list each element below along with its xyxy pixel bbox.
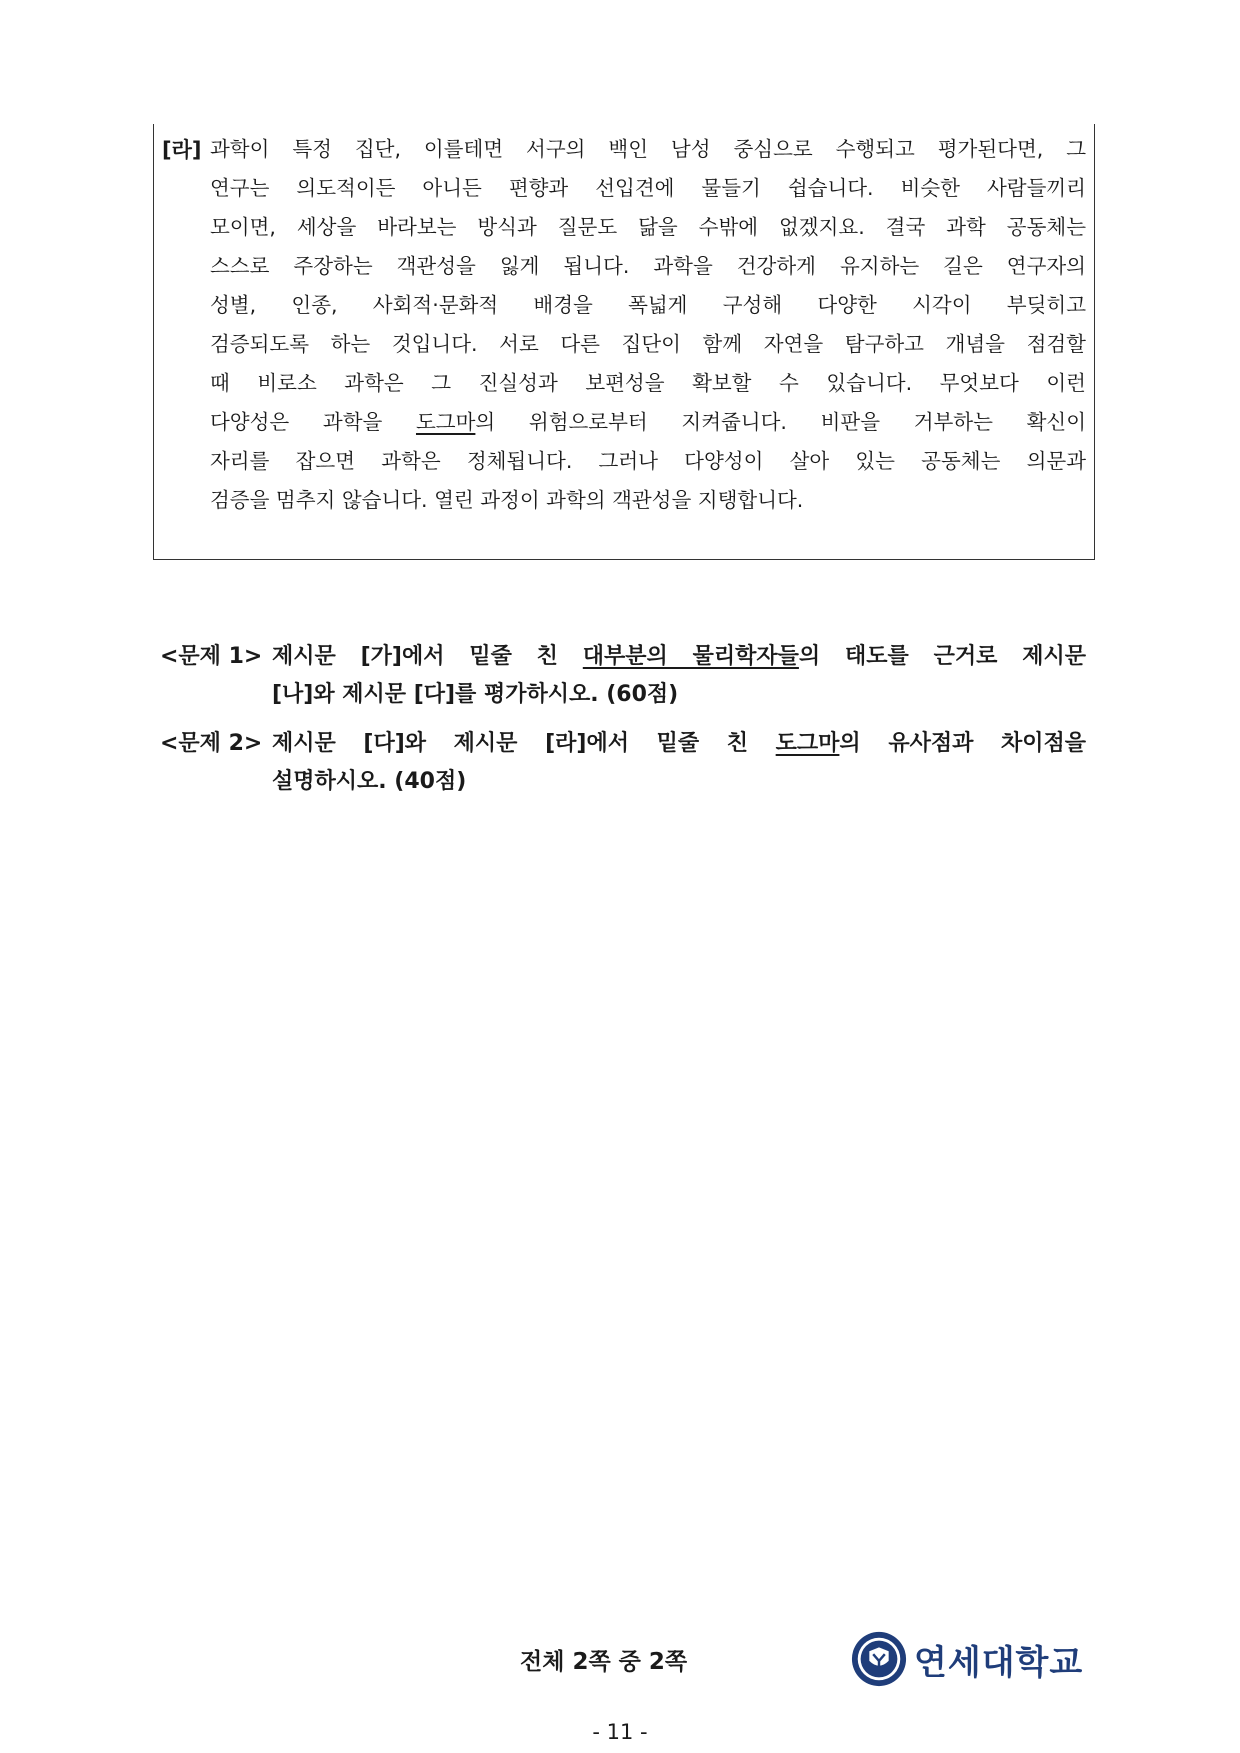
underlined-term: 대부분의 물리학자들 <box>582 644 799 669</box>
passage-line: 검증을 멈추지 않습니다. 열린 과정이 과학의 객관성을 지탱합니다. <box>210 488 804 512</box>
page-number: - 11 - <box>592 1720 648 1744</box>
question-line <box>272 725 1086 763</box>
question-part: 의 태도를 근거로 제시문 <box>798 644 1087 669</box>
university-name: 연세대학교 <box>914 1642 1084 1683</box>
passage-line: 과학이 특정 집단, 이를테면 서구의 백인 남성 중심으로 수행되고 평가된다면, 그 <box>210 137 1086 161</box>
page-total: 전체 2쪽 중 2쪽 <box>520 1649 688 1675</box>
passage-line: 연구는 의도적이든 아니든 편향과 선입견에 물들기 쉽습니다. 비슷한 사람들끼리 <box>210 176 1086 200</box>
question-text <box>272 638 1086 714</box>
passage-line: 검증되도록 하는 것입니다. 서로 다른 집단이 함께 자연을 탐구하고 개념을 점검할 <box>210 332 1086 356</box>
passage-label: [라] <box>162 138 202 162</box>
question-line: 설명하시오. (40점) <box>272 769 467 794</box>
yonsei-seal-icon <box>850 1630 908 1688</box>
passage-line: 스스로 주장하는 객관성을 잃게 됩니다. 과학을 건강하게 유지하는 길은 연구자의 <box>210 254 1086 278</box>
passage-line: 성별, 인종, 사회적·문화적 배경을 폭넓게 구성해 다양한 시각이 부딪히고 <box>210 293 1086 317</box>
question-line: [나]와 제시문 [다]를 평가하시오. (60점) <box>272 682 679 707</box>
passage-text <box>210 130 1086 520</box>
underlined-term-dogma: 도그마 <box>415 410 476 434</box>
question-part: 제시문 [가]에서 밑줄 친 <box>272 644 583 669</box>
passage-line <box>210 403 1086 442</box>
passage-line: 때 비로소 과학은 그 진실성과 보편성을 확보할 수 있습니다. 무엇보다 이런 <box>210 371 1086 395</box>
passage-line-part: 의 위험으로부터 지켜줍니다. 비판을 거부하는 확신이 <box>475 410 1086 434</box>
question-part: 제시문 [다]와 제시문 [라]에서 밑줄 친 <box>272 731 776 756</box>
underlined-term: 도그마 <box>775 731 840 756</box>
university-logo <box>850 1630 1083 1688</box>
passage-line: 자리를 잡으면 과학은 정체됩니다. 그러나 다양성이 살아 있는 공동체는 의문과 <box>210 449 1086 473</box>
question-text <box>272 725 1086 801</box>
passage-line-part: 다양성은 과학을 <box>210 410 416 434</box>
question-label: <문제 1> <box>160 644 263 669</box>
question-line <box>272 638 1086 676</box>
question-label: <문제 2> <box>160 731 263 756</box>
question-part: 의 유사점과 차이점을 <box>839 731 1086 756</box>
passage-line: 모이면, 세상을 바라보는 방식과 질문도 닮을 수밖에 없겠지요. 결국 과학 공동체는 <box>210 215 1086 239</box>
